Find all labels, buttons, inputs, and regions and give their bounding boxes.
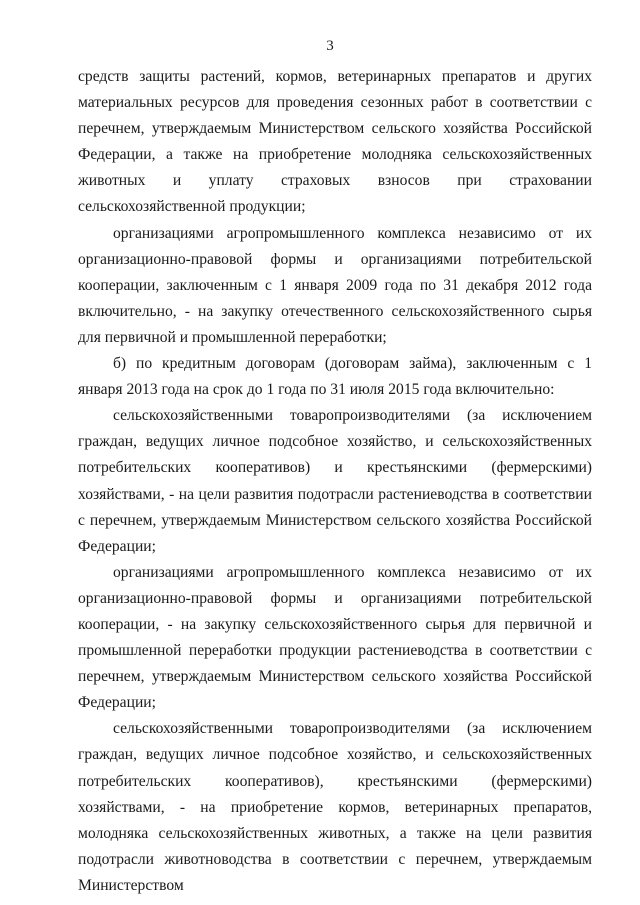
paragraph-1: средств защиты растений, кормов, ветеринарных препаратов и других материальных ресурсов для проведения сезонных работ в соответствии с перечнем, утверждаемым Министерством сельского хозяйства Российской Федерации, а также на приобретение молодняка сельскохозяйственных животных и уплату страховых взносов при страховании сельскохозяйственной продукции; xyxy=(78,68,592,216)
paragraph-5: организациями агропромышленного комплекса независимо от их организационно-правовой формы и организациями потребительской кооперации, - на закупку сельскохозяйственного сырья для первичной и промышленной переработки продукции растениеводства в соответствии с перечнем, утверждаемым Министерством сельского хозяйства Российской Федерации; xyxy=(78,563,592,712)
paragraph-3: б) по кредитным договорам (договорам займа), заключенным с 1 января 2013 года на срок до 1 года по 31 июля 2015 года включительно: xyxy=(78,355,592,399)
paragraph-6: сельскохозяйственными товаропроизводителями (за исключением граждан, ведущих личное подсобное хозяйство, и сельскохозяйственных потребительских кооперативов), крестьянскими (фермерскими) хозяйствами, - на приобретение кормов, ветеринарных препаратов, молодняка сельскохозяйственных животных, а также на цели развития подотрасли животноводства в соответствии с перечнем, утверждаемым Министерством xyxy=(78,720,592,894)
document-body xyxy=(78,64,592,899)
paragraph-4: сельскохозяйственными товаропроизводителями (за исключением граждан, ведущих личное подсобное хозяйство, и сельскохозяйственных потребительских кооперативов) и крестьянскими (фермерскими) хозяйствами, - на цели развития подотрасли растениеводства в соответствии с перечнем, утверждаемым Министерством сельского хозяйства Российской Федерации; xyxy=(78,407,592,555)
paragraph-2: организациями агропромышленного комплекса независимо от их организационно-правовой формы и организациями потребительской кооперации, заключенным с 1 января 2009 года по 31 декабря 2012 года включительно, - на закупку отечественного сельскохозяйственного сырья для первичной и промышленной переработки; xyxy=(78,224,592,346)
page-number: 3 xyxy=(326,38,334,54)
